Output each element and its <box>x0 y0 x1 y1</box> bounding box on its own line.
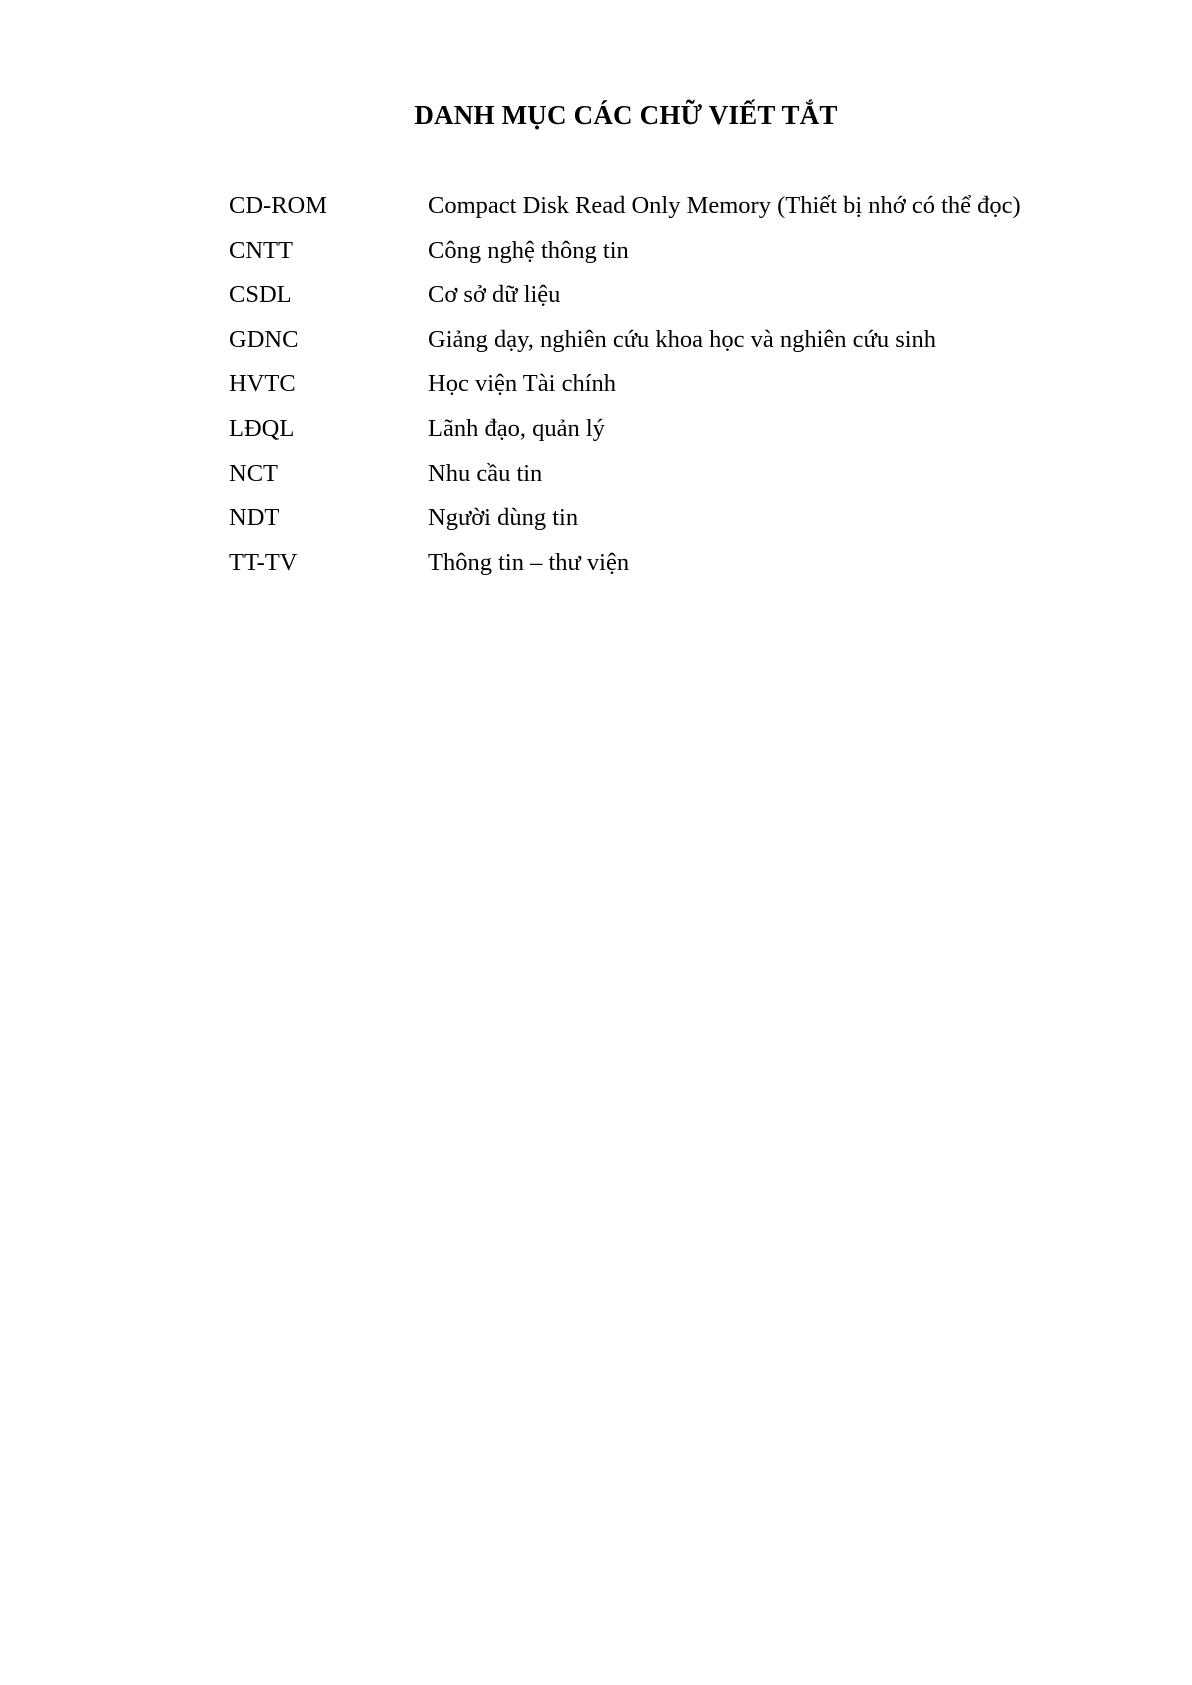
abbreviation-row <box>229 541 1129 586</box>
abbreviation-row <box>229 318 1129 363</box>
abbreviation-meaning: Compact Disk Read Only Memory (Thiết bị nhớ có thể đọc) <box>428 192 1021 219</box>
abbreviation-meaning: Thông tin – thư viện <box>428 548 630 576</box>
abbreviation-meaning: Nhu cầu tin <box>428 459 543 487</box>
abbreviation-code: TT-TV <box>229 548 298 576</box>
abbreviation-code: CD-ROM <box>229 192 328 219</box>
abbreviation-code: NCT <box>229 459 278 487</box>
page-title: DANH MỤC CÁC CHỮ VIẾT TẮT <box>414 100 838 130</box>
abbreviation-code: GDNC <box>229 325 299 353</box>
abbreviation-row <box>229 407 1129 452</box>
abbreviation-row <box>229 452 1129 497</box>
abbreviation-meaning: Công nghệ thông tin <box>428 236 629 264</box>
abbreviation-code: HVTC <box>229 370 296 398</box>
abbreviation-row <box>229 184 1129 229</box>
abbreviation-code: CNTT <box>229 236 293 264</box>
abbreviation-meaning: Giảng dạy, nghiên cứu khoa học và nghiên cứu sinh <box>428 325 937 353</box>
abbreviation-row <box>229 273 1129 318</box>
abbreviation-code: NDT <box>229 504 280 532</box>
abbreviation-code: CSDL <box>229 281 292 309</box>
abbreviation-meaning: Cơ sở dữ liệu <box>428 281 561 309</box>
abbreviation-row <box>229 229 1129 274</box>
abbreviation-code: LĐQL <box>229 414 295 442</box>
abbreviation-meaning: Lãnh đạo, quản lý <box>428 414 605 442</box>
abbreviation-meaning: Người dùng tin <box>428 504 579 532</box>
abbreviation-meaning: Học viện Tài chính <box>428 370 617 398</box>
abbreviation-row <box>229 362 1129 407</box>
abbreviation-list <box>229 184 1129 585</box>
abbreviation-row <box>229 496 1129 541</box>
